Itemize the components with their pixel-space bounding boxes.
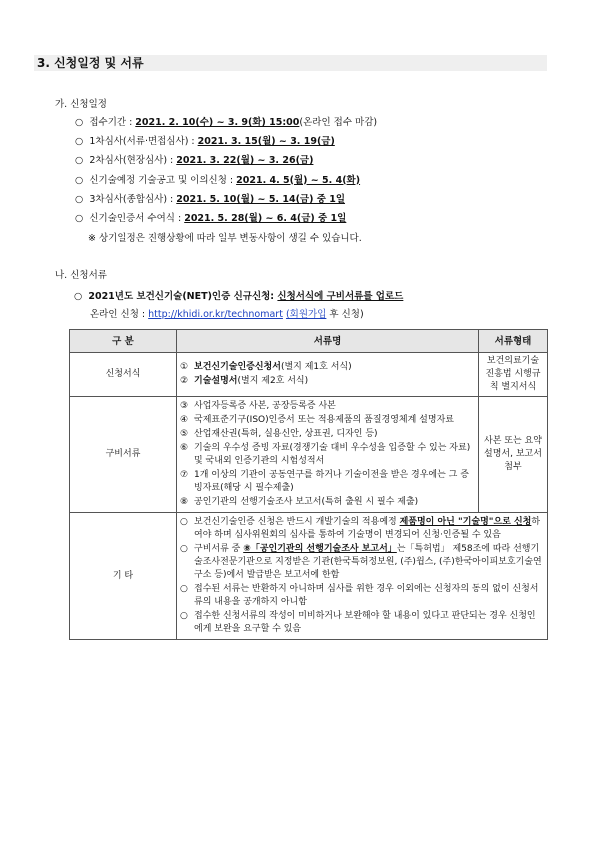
bullet: ○ — [75, 136, 84, 148]
item-post: 접수된 서류는 반환하지 아니하며 심사를 위한 경우 이외에는 신청자의 동의 없이 신청서류의 내용을 공개하지 아니함 — [194, 584, 539, 607]
schedule-date: 2021. 5. 28(월) ~ 6. 4(금) 중 1일 — [184, 213, 347, 224]
item-bold: ⑧「공인기관의 선행기술조사 보고서」 — [243, 544, 397, 554]
row1-items — [177, 353, 479, 397]
schedule-label: 신기술예정 기술공고 및 이의신청 : — [89, 174, 237, 186]
table-header-row — [70, 330, 548, 353]
item-text — [194, 610, 544, 636]
item-text — [194, 583, 544, 609]
item-mark: ○ — [180, 517, 188, 527]
item-mark: ○ — [180, 544, 188, 554]
list-item — [180, 361, 475, 374]
header-docname: 서류명 — [177, 330, 479, 353]
schedule-item — [75, 212, 346, 225]
item-mark: ⑤ — [180, 429, 189, 439]
item-pre: 보건신기술인증 신청은 반드시 개발기술의 적용예정 — [194, 517, 400, 527]
list-item — [180, 442, 475, 468]
intro-prefix: 2021년도 보건신기술(NET)인증 신규신청: — [88, 291, 278, 302]
schedule-label: 2차심사(현장심사) : — [89, 155, 177, 167]
header-form: 서류형태 — [479, 330, 548, 353]
bullet: ○ — [75, 193, 84, 205]
item-mark: ⑧ — [180, 497, 189, 507]
list-item — [180, 428, 475, 441]
schedule-date: 2021. 4. 5(월) ~ 5. 4(화) — [236, 174, 361, 186]
schedule-note: ※ 상기일정은 진행상황에 따라 일부 변동사항이 생길 수 있습니다. — [88, 233, 362, 244]
documents-table — [69, 329, 548, 640]
table-row — [70, 353, 548, 397]
item-mark: ① — [180, 362, 189, 372]
header-category: 구 분 — [70, 330, 177, 353]
item-text: 산업재산권(특허, 실용신안, 상표권, 디자인 등) — [194, 429, 378, 439]
item-mark: ⑥ — [180, 443, 189, 453]
intro-bold: 신청서식에 구비서류를 업로드 — [277, 291, 404, 302]
item-mark: ③ — [180, 401, 189, 411]
schedule-item — [75, 154, 313, 167]
row3-category: 기 타 — [70, 513, 177, 640]
schedule-date: 2021. 3. 22(월) ~ 3. 26(금) — [176, 155, 314, 167]
online-label: 온라인 신청 : — [90, 309, 149, 320]
item-mark: ○ — [180, 584, 188, 594]
row1-category: 신청서식 — [70, 353, 177, 397]
schedule-suffix: (온라인 접수 마감) — [299, 117, 378, 128]
item-mark: ⑦ — [180, 470, 189, 480]
table-row — [70, 513, 548, 640]
item-text: 기술의 우수성 증빙 자료(경쟁기술 대비 우수성을 입증할 수 있는 자료) 및 국내외 인증기관의 시험성적서 — [194, 443, 471, 466]
online-suffix: 후 신청) — [326, 309, 364, 320]
item-bold: 보건신기술인증신청서 — [194, 362, 281, 372]
section-title: 3. 신청일정 및 서류 — [37, 56, 144, 70]
list-item — [180, 414, 475, 427]
schedule-label: 접수기간 : — [89, 117, 136, 128]
row2-items — [177, 397, 479, 513]
list-item — [180, 583, 544, 609]
item-pre: 구비서류 중 — [194, 544, 244, 554]
item-mark: ② — [180, 376, 189, 386]
schedule-item — [75, 116, 377, 129]
schedule-item — [75, 193, 345, 206]
documents-intro — [74, 290, 403, 303]
bullet: ○ — [75, 174, 84, 186]
item-bold: 제품명이 아닌 "기술명"으로 신청 — [399, 517, 532, 527]
item-post: 하여야 하며 심사위원회의 심사를 통하여 기술명이 변경되어 신청·인증될 수 있음 — [194, 517, 541, 540]
bullet: ○ — [75, 155, 84, 167]
item-text: 국제표준기구(ISO)인증서 또는 적용제품의 품질경영체계 설명자료 — [194, 415, 454, 425]
item-text — [194, 516, 544, 542]
documents-heading: 나. 신청서류 — [55, 270, 107, 281]
schedule-label: 3차심사(종합심사) : — [89, 193, 177, 205]
list-item — [180, 610, 544, 636]
section-header-bar — [34, 55, 547, 71]
online-url-link[interactable]: http://khidi.or.kr/technomart — [148, 309, 283, 320]
schedule-date: 2021. 3. 15(월) ~ 3. 19(금) — [197, 136, 335, 148]
item-post: 접수한 신청서류의 작성이 미비하거나 보완해야 할 내용이 있다고 판단되는 경우 신청인에게 보완을 요구할 수 있음 — [194, 611, 536, 634]
item-mark: ○ — [180, 611, 188, 621]
list-item — [180, 400, 475, 413]
row1-form: 보건의료기술 진흥법 시행규칙 별지서식 — [479, 353, 548, 397]
list-item — [180, 543, 544, 582]
item-text: (별지 제1호 서식) — [280, 362, 352, 372]
row2-form: 사본 또는 요약설명서, 보고서 첨부 — [479, 397, 548, 513]
bullet: ○ — [75, 213, 84, 224]
table-row — [70, 397, 548, 513]
schedule-date: 2021. 5. 10(월) ~ 5. 14(금) 중 1일 — [176, 193, 346, 205]
item-text: (별지 제2호 서식) — [237, 376, 309, 386]
schedule-label: 1차심사(서류·면접심사) : — [89, 136, 198, 148]
intro-bullet: ○ — [74, 291, 83, 302]
item-mark: ④ — [180, 415, 189, 425]
list-item — [180, 375, 475, 388]
schedule-label: 신기술인증서 수여식 : — [89, 213, 185, 224]
online-application — [90, 308, 364, 321]
schedule-date: 2021. 2. 10(수) ~ 3. 9(화) 15:00 — [135, 117, 300, 128]
list-item — [180, 469, 475, 495]
signup-link[interactable]: (회원가입 — [285, 309, 327, 320]
item-text: 1개 이상의 기관이 공동연구를 하거나 기술이전을 받은 경우에는 그 증빙자료(해당 시 필수제출) — [194, 470, 469, 493]
item-text: 사업자등록증 사본, 공장등록증 사본 — [194, 401, 336, 411]
row2-category: 구비서류 — [70, 397, 177, 513]
row3-items — [177, 513, 548, 640]
schedule-heading: 가. 신청일정 — [55, 99, 107, 110]
list-item — [180, 496, 475, 509]
item-bold: 기술설명서 — [194, 376, 238, 386]
schedule-item — [75, 174, 360, 187]
item-text — [194, 543, 544, 582]
item-post: 는「특허법」 제58조에 따라 선행기술조사전문기관으로 지정받은 기관(한국특허정보원, (주)윕스, (주)한국아이피보호기술연구소 등)에서 발급받은 보고서에 한함 — [194, 544, 542, 580]
schedule-item — [75, 135, 335, 148]
list-item — [180, 516, 544, 542]
item-text: 공인기관의 선행기술조사 보고서(특허 출원 시 필수 제출) — [194, 497, 419, 507]
bullet: ○ — [75, 117, 84, 128]
